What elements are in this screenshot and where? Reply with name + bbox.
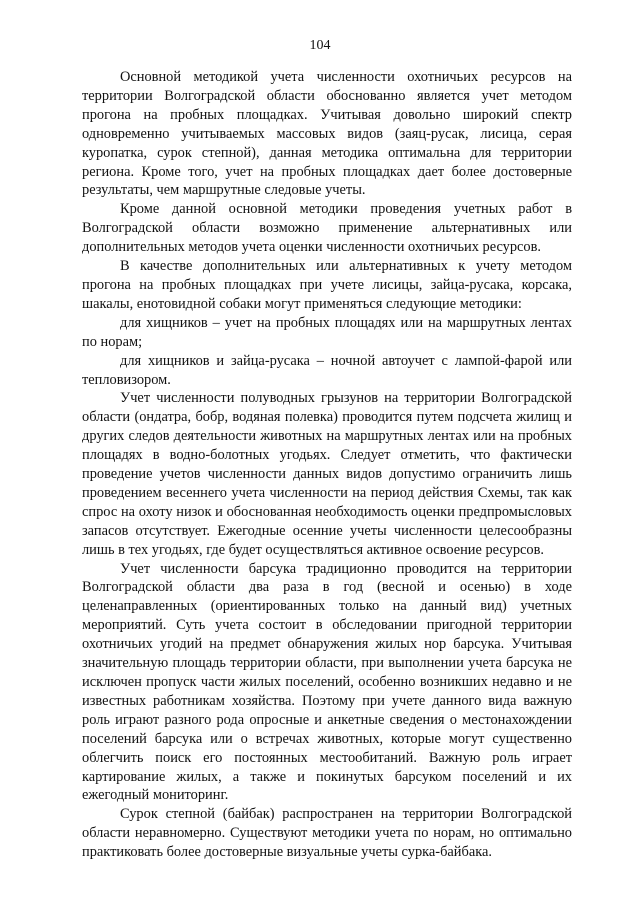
paragraph-main-method: Основной методикой учета численности охотничьих ресурсов на территории Волгоградской области обоснованно является учет методом прогона на пробных площадках. Учитывая довольно широкий спектр одновременно учитываемых массовых видов (заяц-русак, лисица, серая куропатка, сурок степной), данная методика оптимальна для территории региона. Кроме того, учет на пробных площадках дает более достоверные результаты, чем маршрутные следовые учеты. — [82, 69, 572, 199]
paragraph-badger-survey: Учет численности барсука традиционно проводится на территории Волгоградской области два раза в год (весной и осенью) в ходе целенаправленных (ориентированных только на данный вид) учетных мероприятий. Суть учета состоит в обследовании пригодной территории охотничьих угодий на предмет обнаружения жилых нор барсука. Учитывая значительную площадь территории области, при выполнении учета барсука не исключен пропуск части жилых поселений, особенно возникших недавно и не известных работникам хозяйства. Поэтому при учете данного вида важную роль играют разного рода опросные и анкетные сведения о местонахождении поселений барсука или о встречах животных, которые могут существенно облегчить поиск его постоянных местообитаний. Важную роль играет картирование жилых, а также и покинутых барсуком поселений и их ежегодный мониторинг. — [82, 560, 572, 804]
paragraph-additional-methods: В качестве дополнительных или альтернативных к учету методом прогона на пробных площадках при учете лисицы, зайца-русака, корсака, шакалы, енотовидной собаки могут применяться следующие методики: — [82, 258, 572, 312]
paragraph-night-survey: для хищников и зайца-русака – ночной автоучет с лампой-фарой или тепловизором. — [82, 352, 572, 388]
paragraph-alternative-methods: Кроме данной основной методики проведения учетных работ в Волгоградской области возможно применение альтернативных или дополнительных методов учета оценки численности охотничьих ресурсов. — [82, 201, 572, 256]
body-text — [82, 68, 572, 862]
paragraph-predators-burrows: для хищников – учет на пробных площадях или на маршрутных лентах по норам; — [82, 314, 572, 350]
page-number: 104 — [309, 38, 331, 53]
paragraph-marmot-survey: Сурок степной (байбак) распространен на территории Волгоградской области неравномерно. Существуют методики учета по норам, но оптимально практиковать более достоверные визуальные учеты сурка-байбака. — [82, 806, 572, 861]
paragraph-semiaquatic-rodents: Учет численности полуводных грызунов на территории Волгоградской области (ондатра, бобр, водяная полевка) проводится путем подсчета жилищ и других следов деятельности животных на маршрутных лентах или на пробных площадях в водно-болотных угодьях. Следует отметить, что фактически проведение учетов численности данных видов допустимо ограничить лишь проведением весеннего учета численности на период действия Схемы, так как спрос на охоту низок и обоснованная необходимость оценки предпромысловых запасов отсутствует. Ежегодные осенние учеты численности целесообразны лишь в тех угодьях, где будет осуществляться активное освоение ресурсов. — [82, 390, 572, 558]
